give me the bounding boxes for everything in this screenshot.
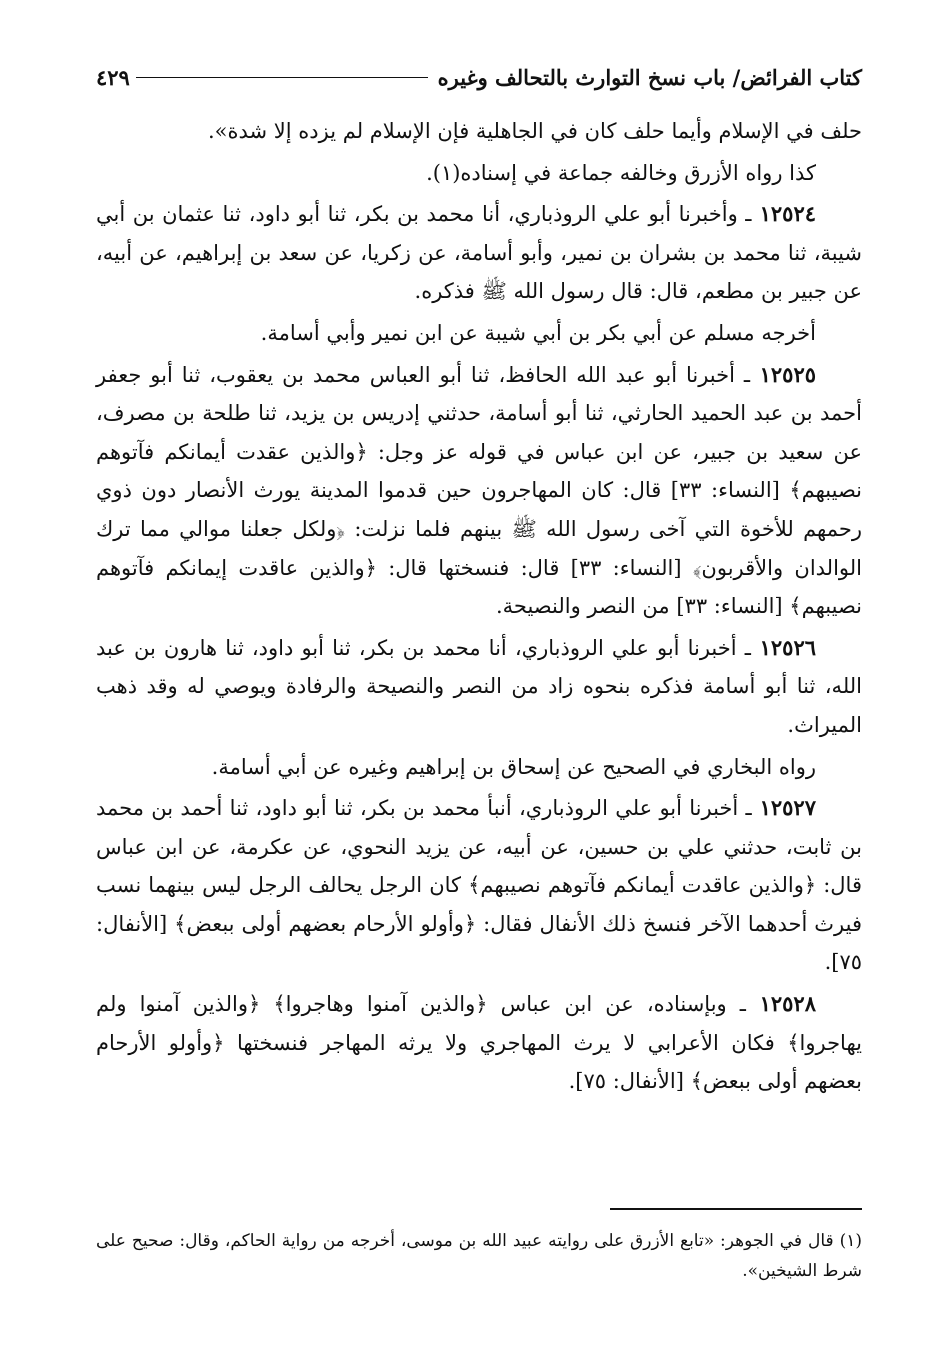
hadith-text: ـ أخبرنا أبو عبد الله الحافظ، ثنا أبو العباس محمد بن يعقوب، ثنا أبو جعفر أحمد بن عبد الحميد الحارثي، ثنا أبو أسامة، حدثني إدريس بن يزيد، ثنا طلحة بن مصرف، عن سعيد بن جبير، عن ابن عباس في قوله عز وجل: ﴿والذين عقدت أيمانكم فآتوهم نصيبهم﴾ [النساء: ٣٣] قال: كان المهاجرون حين قدموا المدينة يورث الأنصار دون ذوي رحمهم للأخوة التي آخى رسول الله ﷺ بينهم فلما نزلت: ﴿ولكل جعلنا موالي مما ترك الوالدان والأقربون﴾ [النساء: ٣٣] قال: فنسختها قال: ﴿والذين عاقدت إيمانكم فآتوهم نصيبهم﴾ [النساء: ٣٣] من النصر والنصيحة. xyxy=(96,362,863,619)
hadith-number: ١٢٥٢٧ xyxy=(751,795,816,821)
hadith-text: ـ وأخبرنا أبو علي الروذباري، أنا محمد بن بكر، ثنا أبو داود، ثنا عثمان بن أبي شيبة، ثنا محمد بن بشران بن نمير، وأبو أسامة، عن زكريا، عن سعد بن إبراهيم، عن أبيه، عن جبير بن مطعم، قال: قال رسول الله ﷺ فذكره. xyxy=(96,202,862,304)
paragraph: أخرجه مسلم عن أبي بكر بن أبي شيبة عن ابن نمير وأبي أسامة. xyxy=(260,320,816,345)
footnote: (١) قال في الجوهر: «تابع الأزرق على روايته عبيد الله بن موسى، أخرجه من رواية الحاكم، وقال: صحيح على شرط الشيخين». xyxy=(96,1231,862,1281)
hadith-text: ـ أخبرنا أبو علي الروذباري، أنبأ محمد بن بكر، ثنا أبو داود، ثنا أحمد بن محمد بن ثابت، حدثني علي بن حسين، عن أبيه، عن يزيد النحوي، عن عكرمة، عن ابن عباس قال: ﴿والذين عاقدت أيمانكم فآتوهم نصيبهم﴾ كان الرجل يحالف الرجل ليس بينهما نسب فيرث أحدهما الآخر فنسخ ذلك الأنفال فقال: ﴿وأولو الأرحام بعضهم أولى ببعض﴾ [الأنفال: ٧٥]. xyxy=(96,796,862,975)
chapter-title: كتاب الفرائض/ باب نسخ التوارث بالتحالف وغيره xyxy=(437,64,862,90)
hadith-text: ـ وبإسناده، عن ابن عباس ﴿والذين آمنوا وهاجروا﴾ ﴿والذين آمنوا ولم يهاجروا﴾ فكان الأعرابي لا يرث المهاجري ولا يرثه المهاجر فنسختها ﴿وأولو الأرحام بعضهم أولى ببعض﴾ [الأنفال: ٧٥]. xyxy=(96,992,862,1094)
paragraph: حلف في الإسلام وأيما حلف كان في الجاهلية فإن الإسلام لم يزده إلا شدة». xyxy=(207,119,862,143)
hadith-number: ١٢٥٢٥ xyxy=(750,361,817,387)
header-rule xyxy=(136,77,428,78)
footnote-divider xyxy=(610,1208,862,1210)
hadith-number: ١٢٥٢٤ xyxy=(751,201,817,227)
hadith-12528 xyxy=(96,985,862,1101)
hadith-12527 xyxy=(96,789,862,982)
page-body xyxy=(96,112,862,1104)
page-number: ٤٢٩ xyxy=(96,64,130,90)
paragraph: رواه البخاري في الصحيح عن إسحاق بن إبراهيم وغيره عن أبي أسامة. xyxy=(211,754,816,779)
hadith-number: ١٢٥٢٨ xyxy=(745,991,816,1017)
hadith-number: ١٢٥٢٦ xyxy=(750,634,817,660)
hadith-12525 xyxy=(96,356,862,626)
running-header xyxy=(96,62,862,92)
hadith-text: ـ أخبرنا أبو علي الروذباري، أنا محمد بن بكر، ثنا أبو داود، ثنا هارون بن عبد الله، ثنا أبو أسامة فذكره بنحوه زاد من النصر والنصيحة والرفادة ويوصي له وقد ذهب الميراث. xyxy=(96,635,862,737)
hadith-12526 xyxy=(96,629,862,745)
hadith-12524 xyxy=(96,195,862,311)
paragraph: كذا رواه الأزرق وخالفه جماعة في إسناده(١). xyxy=(426,160,816,185)
